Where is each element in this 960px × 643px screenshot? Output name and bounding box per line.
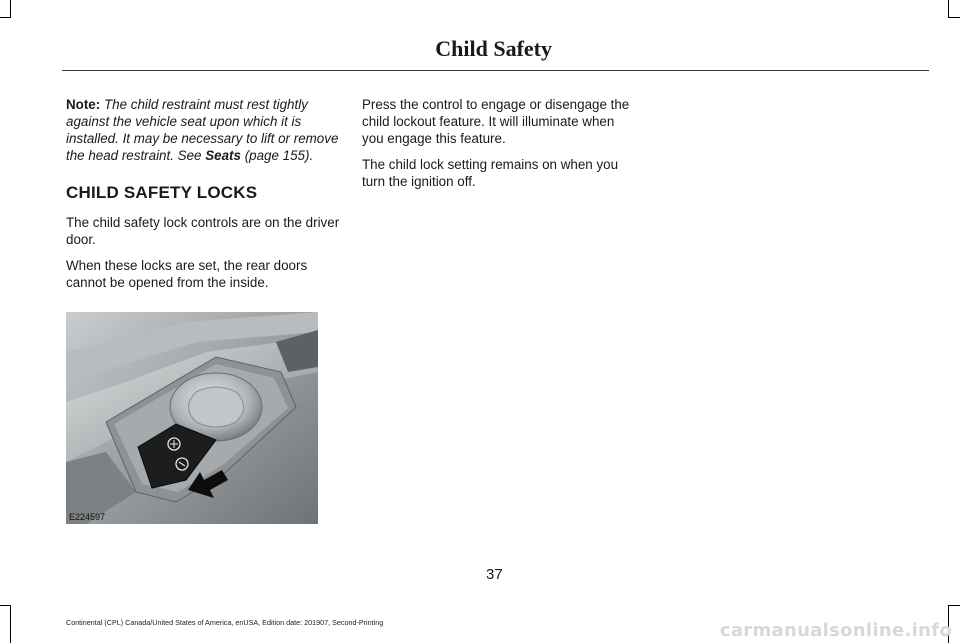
crop-mark-bottom-right-h <box>948 605 960 606</box>
door-panel-illustration <box>66 312 318 524</box>
crop-mark-top-left-v <box>10 0 11 18</box>
crop-mark-top-left-h <box>0 17 11 18</box>
body-paragraph: Press the control to engage or disengage the child lockout feature. It will illuminate when you engage this feature. <box>362 97 630 146</box>
crop-mark-bottom-left-v <box>10 605 11 643</box>
note-label: Note: <box>66 97 101 112</box>
note-paragraph <box>66 96 342 164</box>
figure-code: E224597 <box>69 512 106 522</box>
note-text: The child restraint must rest tightly against the vehicle seat upon which it is installed. It may be necessary to lift or remove the head restraint. See <box>66 97 339 163</box>
body-paragraph: The child lock setting remains on when you turn the ignition off. <box>362 157 619 189</box>
section-title: Child Safety <box>435 36 552 61</box>
body-paragraph: When these locks are set, the rear doors cannot be opened from the inside. <box>66 258 308 290</box>
crop-mark-top-right-v <box>948 0 949 18</box>
crop-mark-bottom-left-h <box>0 605 11 606</box>
section-heading: CHILD SAFETY LOCKS <box>66 183 258 202</box>
body-paragraph: The child safety lock controls are on the driver door. <box>66 215 340 247</box>
cross-reference-page: (page 155). <box>244 148 314 163</box>
right-column <box>362 96 638 199</box>
page-number: 37 <box>486 566 503 583</box>
child-lock-control-figure <box>66 312 318 524</box>
watermark: carmanualsonline.info <box>719 620 952 641</box>
header-rule <box>62 70 929 71</box>
footer-edition-text: Continental (CPL) Canada/United States of America, enUSA, Edition date: 201907, Second-Printing <box>66 618 384 627</box>
left-column <box>66 96 342 300</box>
seats-cross-reference[interactable]: Seats <box>205 148 241 163</box>
crop-mark-top-right-h <box>948 17 960 18</box>
